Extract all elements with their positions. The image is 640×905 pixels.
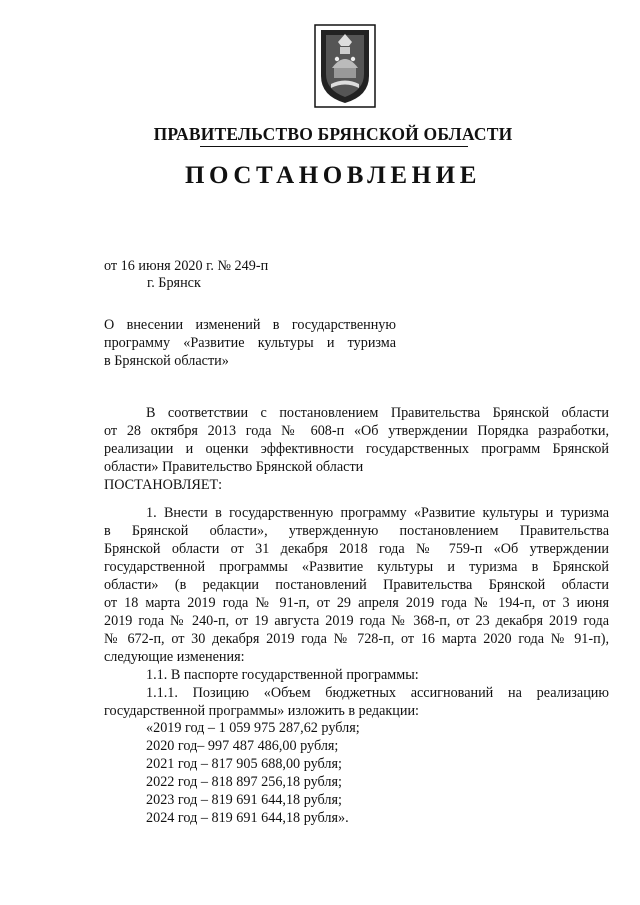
budget-line: 2020 год– 997 487 486,00 рубля;	[146, 738, 339, 754]
item-1-line: 1. Внести в государственную программу «Развитие культуры и туризма	[146, 505, 609, 521]
decree-word: ПОСТАНОВЛЯЕТ:	[104, 477, 223, 493]
subject-line: в Брянской области»	[104, 353, 229, 369]
bryansk-coat-of-arms-icon	[314, 24, 376, 108]
item-1-block	[104, 504, 609, 720]
preamble-block	[104, 404, 609, 494]
header-divider	[200, 146, 468, 147]
budget-line: 2022 год – 818 897 256,18 рубля;	[146, 774, 342, 790]
preamble-line: реализации и оценки эффективности государственных программ Брянской	[104, 441, 609, 457]
budget-block	[146, 719, 446, 827]
budget-line: «2019 год – 1 059 975 287,62 рубля;	[146, 720, 360, 736]
item-1-line: от 18 марта 2019 года № 91-п, от 29 апреля 2019 года № 194-п, от 3 июня	[104, 595, 609, 611]
preamble-line: области» Правительство Брянской области	[104, 459, 364, 475]
subject-line: программу «Развитие культуры и туризма	[104, 335, 396, 351]
document-type-title: ПОСТАНОВЛЕНИЕ	[184, 162, 482, 189]
item-1-1-1-line: государственной программы» изложить в редакции:	[104, 703, 419, 719]
item-1-line: в Брянской области», утвержденную постановлением Правительства	[104, 523, 609, 539]
item-1-line: государственной программы «Развитие культуры и туризма в Брянской	[104, 559, 609, 575]
item-1-line: 2019 года № 240-п, от 19 августа 2019 года № 368-п, от 23 декабря 2019 года	[104, 613, 609, 629]
subject-line: О внесении изменений в государственную	[104, 317, 396, 333]
budget-line: 2023 год – 819 691 644,18 рубля;	[146, 792, 342, 808]
item-1-line: следующие изменения:	[104, 649, 245, 665]
item-1-1-1-line: 1.1.1. Позицию «Объем бюджетных ассигнований на реализацию	[146, 685, 609, 701]
budget-line: 2021 год – 817 905 688,00 рубля;	[146, 756, 342, 772]
item-1-line: № 672-п, от 30 декабря 2019 года № 728-п, от 16 марта 2020 года № 91-п),	[104, 631, 609, 647]
item-1-line: Брянской области от 31 декабря 2018 года № 759-п «Об утверждении	[104, 541, 609, 557]
preamble-line: от 28 октября 2013 года № 608-п «Об утверждении Порядка разработки,	[104, 423, 609, 439]
preamble-line: В соответствии с постановлением Правительства Брянской области	[146, 405, 609, 421]
government-name: ПРАВИТЕЛЬСТВО БРЯНСКОЙ ОБЛАСТИ	[153, 124, 513, 144]
subject-block	[104, 316, 396, 370]
item-1-1-heading: 1.1. В паспорте государственной программы:	[146, 667, 419, 683]
budget-line: 2024 год – 819 691 644,18 рубля».	[146, 810, 349, 826]
city-line: г. Брянск	[147, 275, 201, 291]
item-1-line: области» (в редакции постановлений Правительства Брянской области	[104, 577, 609, 593]
date-number-line: от 16 июня 2020 г. № 249-п	[104, 258, 269, 274]
